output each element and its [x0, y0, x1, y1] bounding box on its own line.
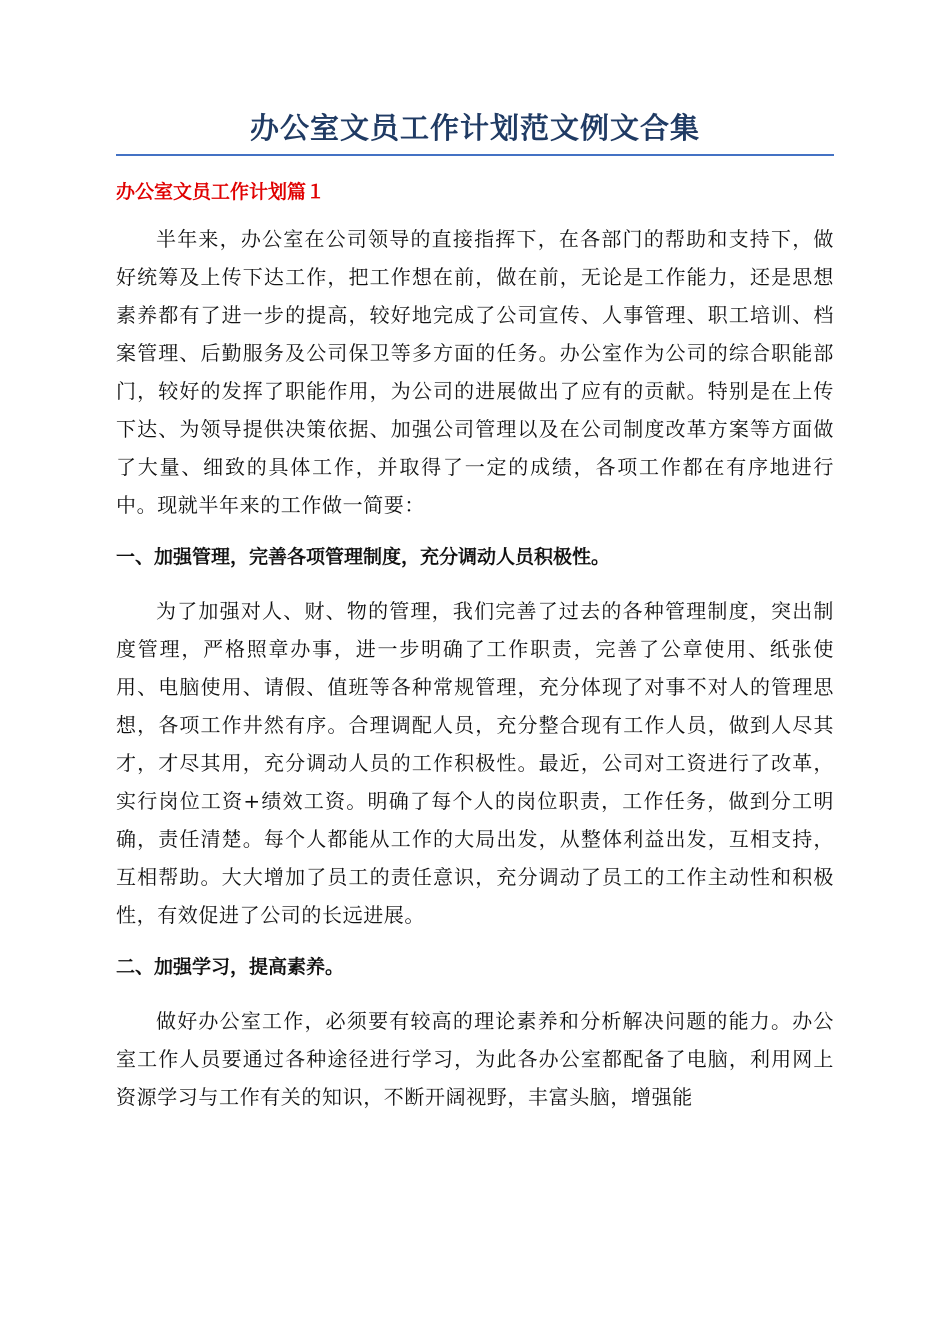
intro-paragraph: 半年来，办公室在公司领导的直接指挥下，在各部门的帮助和支持下，做好统筹及上传下达工作，把工作想在前，做在前，无论是工作能力，还是思想素养都有了进一步的提高，较好地完成了公司宣传、人事管理、职工培训、档案管理、后勤服务及公司保卫等多方面的任务。办公室作为公司的综合职能部门，较好的发挥了职能作用，为公司的进展做出了应有的贡献。特别是在上传下达、为领导提供决策依据、加强公司管理以及在公司制度改革方案等方面做了大量、细致的具体工作，并取得了一定的成绩，各项工作都在有序地进行中。现就半年来的工作做一简要： — [116, 227, 834, 517]
document-title: 办公室文员工作计划范文例文合集 — [249, 111, 700, 145]
document-body — [116, 108, 834, 1116]
study-paragraph: 做好办公室工作，必须要有较高的理论素养和分析解决问题的能力。办公室工作人员要通过各种途径进行学习，为此各办公室都配备了电脑，利用网上资源学习与工作有关的知识，不断开阔视野，丰富头脑，增强能 — [116, 1009, 834, 1109]
heading-management: 一、加强管理，完善各项管理制度，充分调动人员积极性。 — [116, 546, 611, 568]
management-paragraph: 为了加强对人、财、物的管理，我们完善了过去的各种管理制度，突出制度管理，严格照章办事，进一步明确了工作职责，完善了公章使用、纸张使用、电脑使用、请假、值班等各种常规管理，充分体现了对事不对人的管理思想，各项工作井然有序。合理调配人员，充分整合现有工作人员，做到人尽其才，才尽其用，充分调动人员的工作积极性。最近，公司对工资进行了改革，实行岗位工资+绩效工资。明确了每个人的岗位职责，工作任务，做到分工明确，责任清楚。每个人都能从工作的大局出发，从整体利益出发，互相支持，互相帮助。大大增加了员工的责任意识，充分调动了员工的工作主动性和积极性，有效促进了公司的长远进展。 — [116, 599, 834, 927]
title-underline — [116, 154, 834, 156]
section-title: 办公室文员工作计划篇１ — [116, 181, 326, 203]
heading-study: 二、加强学习，提高素养。 — [116, 956, 345, 978]
